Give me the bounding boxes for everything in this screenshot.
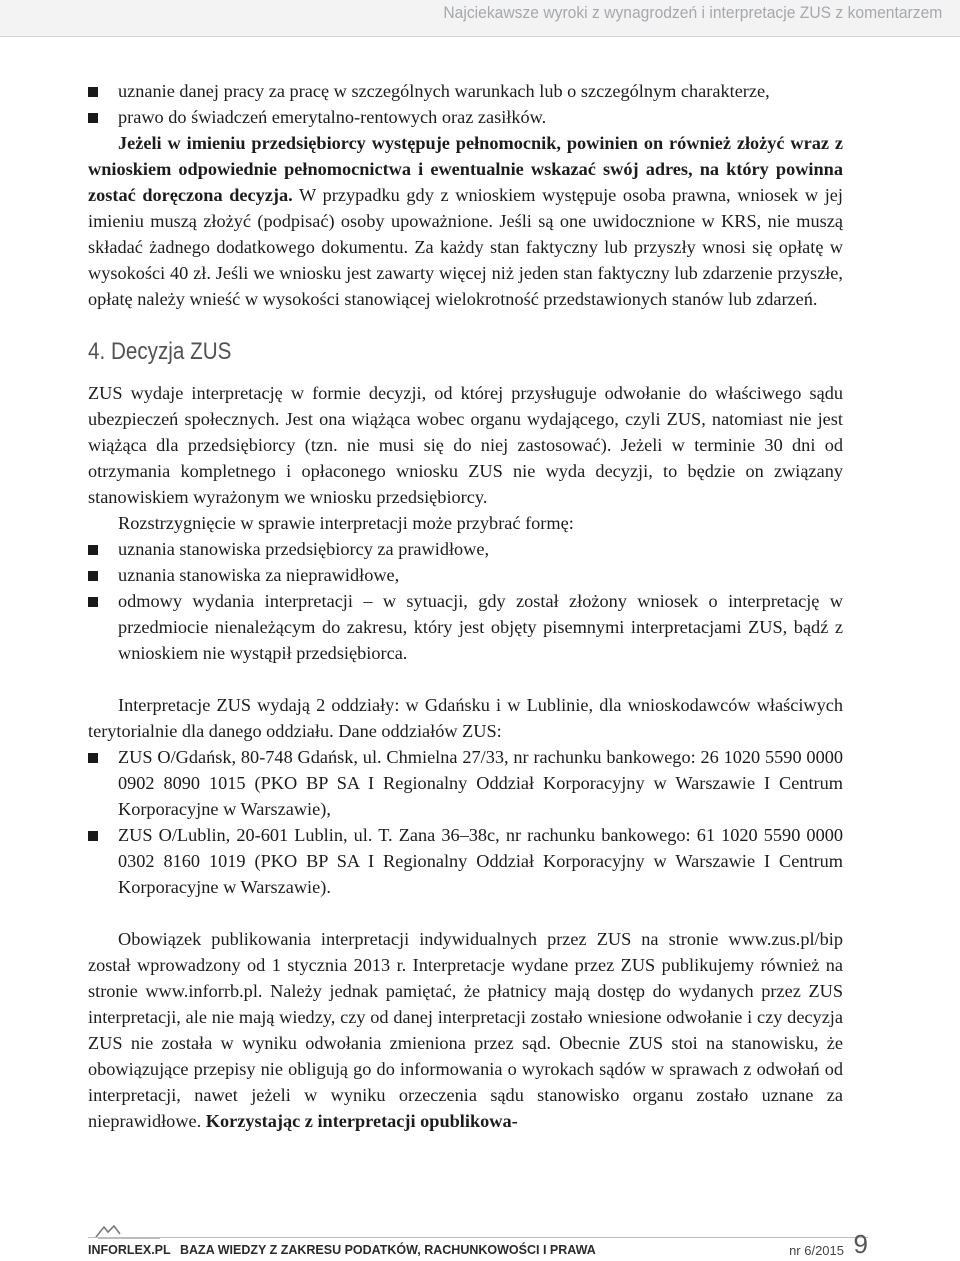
page-number: 9 xyxy=(853,1229,868,1259)
list-item: odmowy wydania interpretacji – w sytuacji, gdy został złożony wniosek o interpretację w przedmiocie nienależącym do zakresu, który jest objęty pisemnymi interpretacjami ZUS, bądź z wnioskiem nie wystąpił przedsiębiorca. xyxy=(88,588,843,666)
footer-tagline: BAZA WIEDZY Z ZAKRESU PODATKÓW, RACHUNKOWOŚCI I PRAWA xyxy=(180,1243,596,1257)
list-item: prawo do świadczeń emerytalno-rentowych oraz zasiłków. xyxy=(88,104,843,130)
list-item: ZUS O/Gdańsk, 80-748 Gdańsk, ul. Chmielna 27/33, nr rachunku bankowego: 26 1020 5590 0000 0902 8090 1015 (PKO BP SA I Regionalny Oddział Korporacyjny w Warszawie I Centrum Korporacyjne w Warszawie), xyxy=(88,744,843,822)
page-footer xyxy=(88,1225,868,1259)
page-content xyxy=(88,78,843,1134)
paragraph-decision: ZUS wydaje interpretację w formie decyzji, od której przysługuje odwołanie do właściwego sądu ubezpieczeń społecznych. Jest ona wiążąca wobec organu wydającego, czyli ZUS, natomiast nie jest wiążąca dla przedsiębiorcy (tzn. nie musi się do niej zastosować). Jeżeli w terminie 30 dni od otrzymania kompletnego i opłaconego wniosku ZUS nie wyda decyzji, to będzie on związany stanowiskiem wyrażonym we wniosku przedsiębiorcy. xyxy=(88,383,843,507)
header-title: Najciekawsze wyroki z wynagrodzeń i interpretacje ZUS z komentarzem xyxy=(443,3,942,22)
resolution-forms-list xyxy=(88,536,843,666)
square-bullet-icon xyxy=(88,545,98,555)
square-bullet-icon xyxy=(88,571,98,581)
section-heading: 4. Decyzja ZUS xyxy=(88,338,232,365)
square-bullet-icon xyxy=(88,87,98,97)
footer-brand: INFORLEX.PL xyxy=(88,1243,171,1257)
footer-divider xyxy=(88,1237,868,1238)
square-bullet-icon xyxy=(88,831,98,841)
square-bullet-icon xyxy=(88,113,98,123)
paragraph-branches: Interpretacje ZUS wydają 2 oddziały: w Gdańsku i w Lublinie, dla wnioskodawców właściwych terytorialnie dla danego oddziału. Dane oddziałów ZUS: xyxy=(88,695,843,741)
list-item: uznania stanowiska za nieprawidłowe, xyxy=(88,562,843,588)
running-header xyxy=(0,0,960,37)
bold-text: Jeżeli w imieniu przedsiębiorcy występuje pełnomocnik, powinien on również złożyć wraz z wnioskiem odpowiednie pełnomocnictwa i ewentualnie wskazać swój adres, na który powinna zostać doręczona decyzja. xyxy=(88,133,843,205)
issue-number: nr 6/2015 xyxy=(789,1243,844,1258)
paragraph-resolution: Rozstrzygnięcie w sprawie interpretacji może przybrać formę: xyxy=(118,513,574,533)
list-item: ZUS O/Lublin, 20-601 Lublin, ul. T. Zana 36–38c, nr rachunku bankowego: 61 1020 5590 0000 0302 8160 1019 (PKO BP SA I Regionalny Oddział Korporacyjny w Warszawie I Centrum Korporacyjne w Warszawie). xyxy=(88,822,843,900)
paragraph-attorney xyxy=(88,130,843,312)
list-item: uznania stanowiska przedsiębiorcy za prawidłowe, xyxy=(88,536,843,562)
branches-list xyxy=(88,744,843,900)
list-item: uznanie danej pracy za pracę w szczególnych warunkach lub o szczególnym charakterze, xyxy=(88,78,843,104)
square-bullet-icon xyxy=(88,753,98,763)
paragraph-text: Obowiązek publikowania interpretacji indywidualnych przez ZUS na stronie www.zus.pl/bip został wprowadzony od 1 stycznia 2013 r. Interpretacje wydane przez ZUS publikujemy również na stronie www.inforrb.pl. Należy jednak pamiętać, że płatnicy mają dostęp do wydanych przez ZUS interpretacji, ale nie mają wiedzy, czy od danej interpretacji zostało wniesione odwołanie i czy decyzja ZUS nie została w wyniku odwołania zmieniona przez sąd. Obecnie ZUS stoi na stanowisku, że obowiązujące przepisy nie obligują go do informowania o wyrokach sądów w sprawach z odwołań od interpretacji, nawet jeżeli w wyniku orzeczenia sądu stanowisko organu zostało uznane za nieprawidłowe. xyxy=(88,929,843,1131)
requirements-list xyxy=(88,78,843,130)
paragraph-publication xyxy=(88,926,843,1134)
paragraph-text: W przypadku gdy z wnioskiem występuje osoba prawna, wniosek w jej imieniu muszą złożyć (podpisać) osoby upoważnione. Jeśli są one uwidocznione w KRS, nie muszą składać żadnego dodatkowego dokumentu. Za każdy stan faktyczny lub przyszły wnosi się opłatę w wysokości 40 zł. Jeśli we wniosku jest zawarty więcej niż jeden stan faktyczny lub zdarzenie przyszłe, opłatę należy wnieść w wysokości stanowiącej wielokrotność przedstawionych stanów lub zdarzeń. xyxy=(88,185,843,309)
bold-text: Korzystając z interpretacji opublikowa- xyxy=(205,1111,518,1131)
square-bullet-icon xyxy=(88,597,98,607)
